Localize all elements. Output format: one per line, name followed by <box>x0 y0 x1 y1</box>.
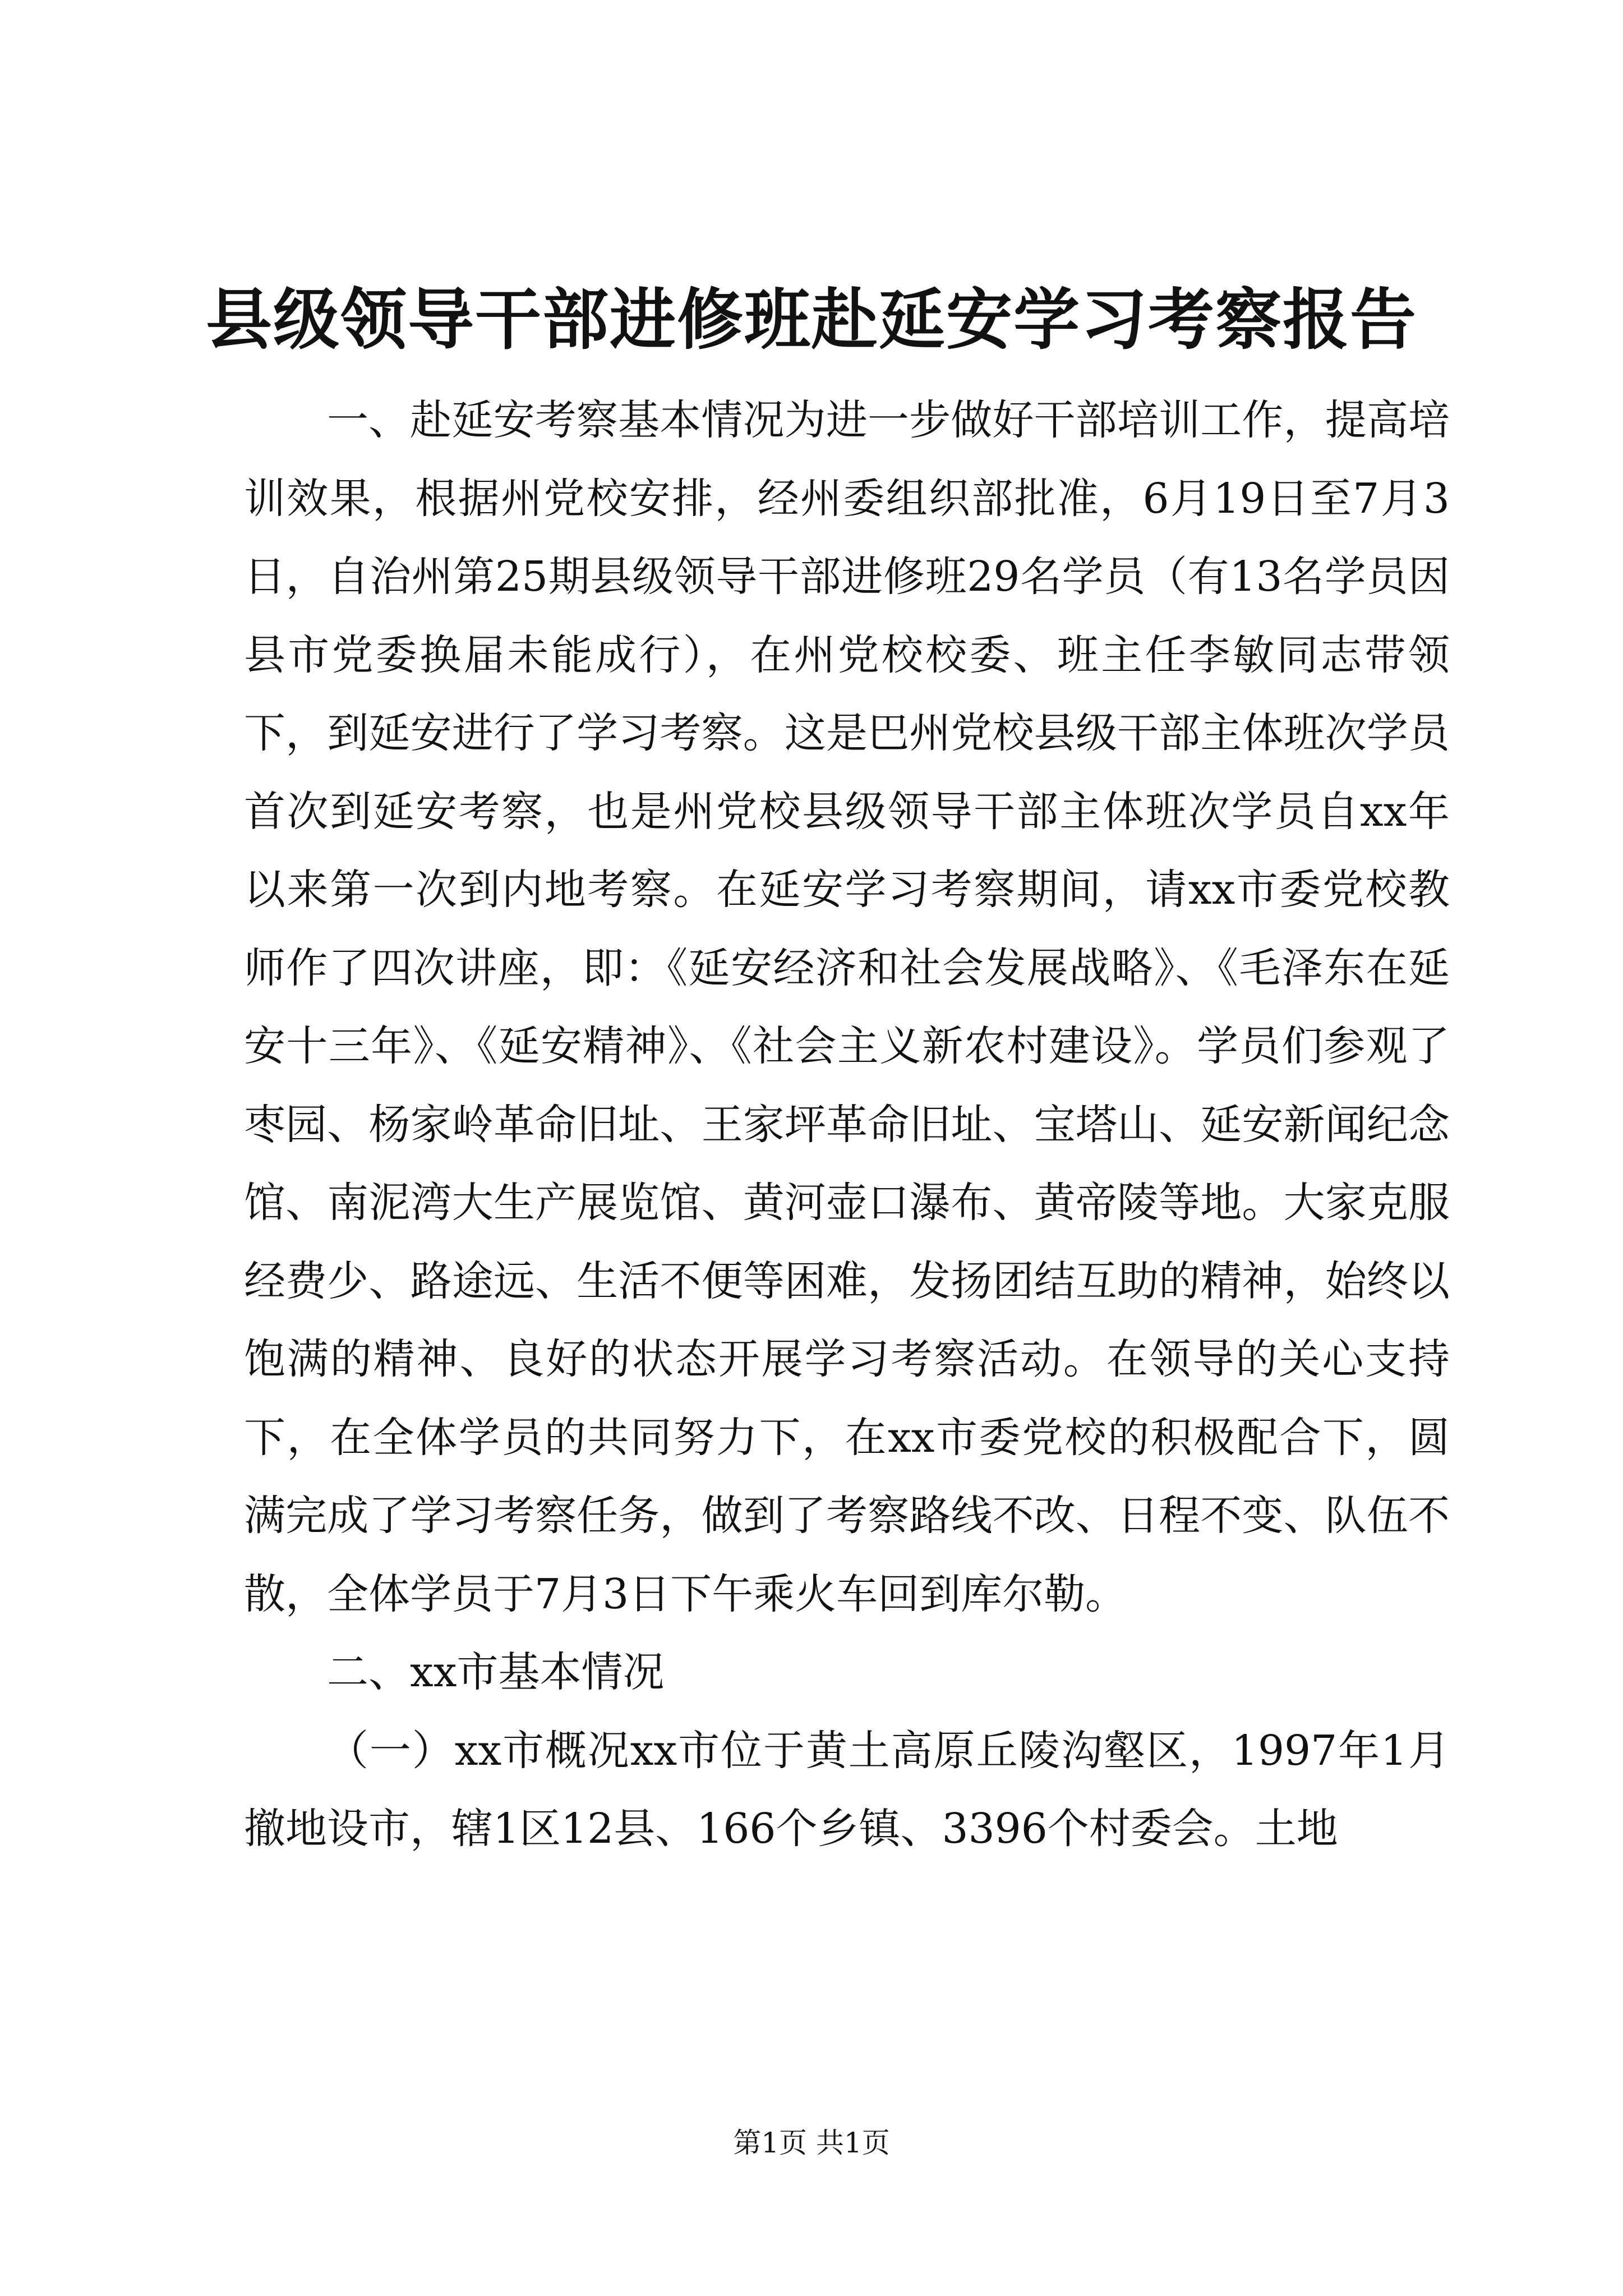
page-footer: 第1页 共1页 <box>733 2127 890 2159</box>
paragraph-basic-situation: 一、赴延安考察基本情况为进一步做好干部培训工作，提高培训效果，根据州党校安排，经州委组织部批准，6月19日至7月3日，自治州第25期县级领导干部进修班29名学员（有13名学员因县市党委换届未能成行），在州党校校委、班主任李敏同志带领下，到延安进行了学习考察。这是巴州党校县级干部主体班次学员首次到延安考察，也是州党校县级领导干部主体班次学员自xx年以来第一次到内地考察。在延安学习考察期间，请xx市委党校教师作了四次讲座，即：《延安经济和社会发展战略》、《毛泽东在延安十三年》、《延安精神》、《社会主义新农村建设》。学员们参观了枣园、杨家岭革命旧址、王家坪革命旧址、宝塔山、延安新闻纪念馆、南泥湾大生产展览馆、黄河壶口瀑布、黄帝陵等地。大家克服经费少、路途远、生活不便等困难，发扬团结互助的精神，始终以饱满的精神、良好的状态开展学习考察活动。在领导的关心支持下，在全体学员的共同努力下，在xx市委党校的积极配合下，圆满完成了学习考察任务，做到了考察路线不改、日程不变、队伍不散，全体学员于7月3日下午乘火车回到库尔勒。 <box>244 396 1450 1618</box>
document-body <box>244 381 1450 1869</box>
paragraph-city-overview: （一）xx市概况xx市位于黄土高原丘陵沟壑区，1997年1月撤地设市，辖1区12县、166个乡镇、3396个村委会。土地 <box>244 1726 1450 1853</box>
document-title: 县级领导干部进修班赴延安学习考察报告 <box>205 280 1417 358</box>
paragraph-city-heading: 二、xx市基本情况 <box>327 1648 665 1696</box>
